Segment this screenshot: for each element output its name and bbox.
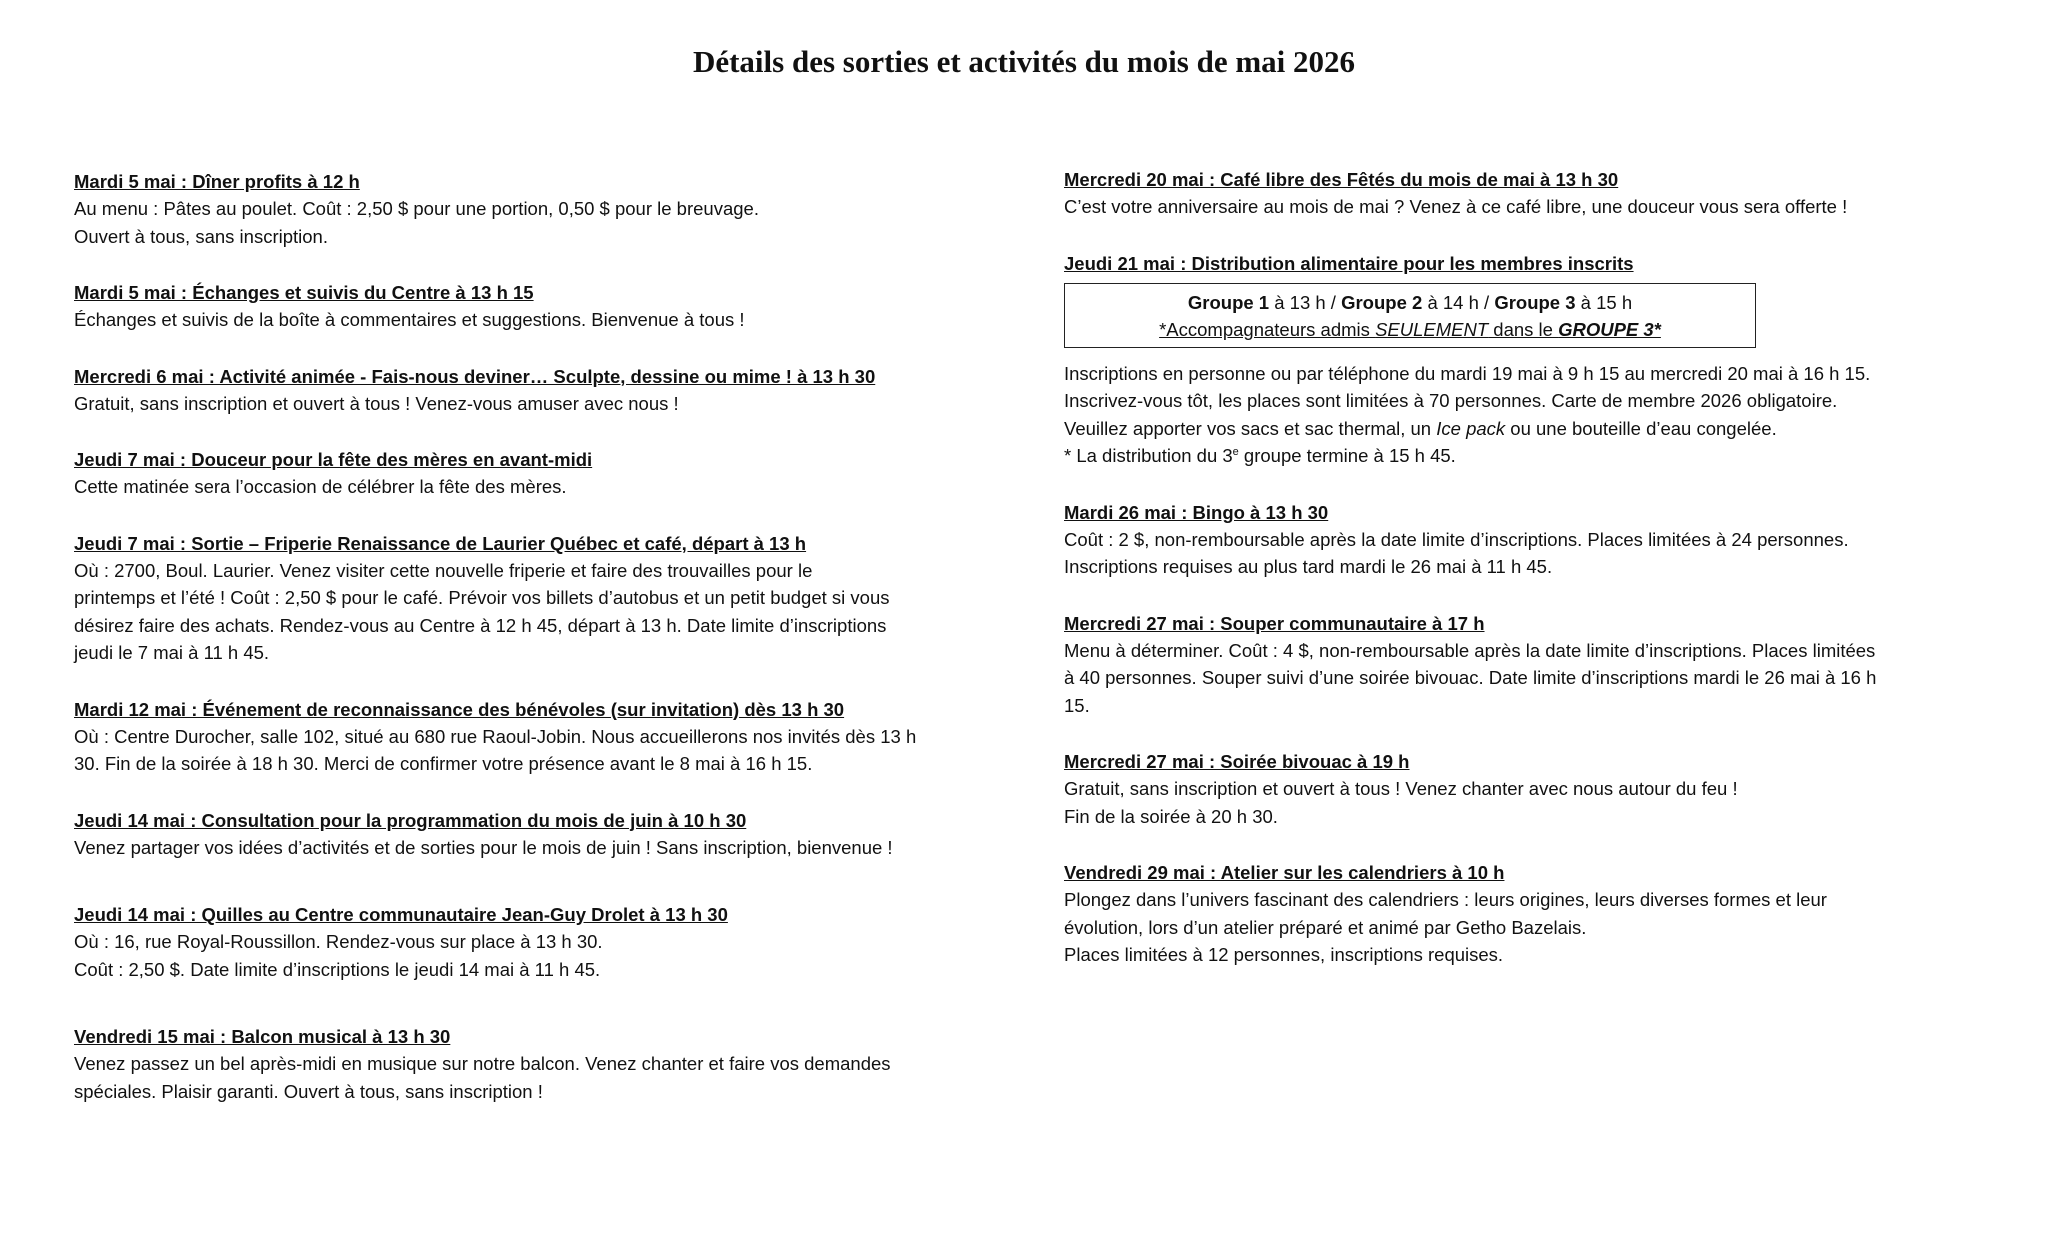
event-line: C’est votre anniversaire au mois de mai ? Venez à ce café libre, une douceur vous sera offerte ! — [1064, 196, 1848, 217]
line-part: Veuillez apporter vos sacs et sac thermal, un — [1064, 417, 1437, 439]
event-distribution — [1064, 250, 1994, 470]
event-line: Venez passez un bel après-midi en musique sur notre balcon. Venez chanter et faire vos demandes — [74, 1053, 891, 1074]
event-heading: Vendredi 29 mai : Atelier sur les calendriers à 10 h — [1064, 862, 1505, 883]
event-line: Gratuit, sans inscription et ouvert à tous ! Venez chanter avec nous autour du feu ! — [1064, 778, 1738, 799]
event-mardi-26-mai — [1064, 499, 1994, 581]
note-group: GROUPE 3* — [1558, 318, 1661, 340]
event-mardi-5-mai — [74, 168, 1014, 250]
event-heading: Mercredi 27 mai : Souper communautaire à 17 h — [1064, 612, 1485, 634]
note-text: *Accompagnateurs admis — [1159, 318, 1376, 340]
event-line: Coût : 2 $, non-remboursable après la date limite d’inscriptions. Places limitées à 24 personnes. — [1064, 528, 1849, 550]
event-heading: Mardi 5 mai : Échanges et suivis du Centre à 13 h 15 — [74, 282, 534, 303]
event-heading: Jeudi 14 mai : Consultation pour la programmation du mois de juin à 10 h 30 — [74, 809, 747, 831]
event-mardi-5-mai — [74, 279, 1014, 334]
event-mercredi-27-mai — [1064, 748, 1994, 830]
event-line: Coût : 2,50 $. Date limite d’inscriptions le jeudi 14 mai à 11 h 45. — [74, 958, 601, 980]
event-heading: Jeudi 21 mai : Distribution alimentaire pour les membres inscrits — [1064, 252, 1634, 274]
note-text: dans le — [1488, 318, 1559, 340]
event-line: Gratuit, sans inscription et ouvert à tous ! Venez-vous amuser avec nous ! — [74, 392, 679, 414]
event-line: jeudi le 7 mai à 11 h 45. — [74, 642, 270, 663]
event-line — [1064, 415, 1994, 443]
event-line: Où : Centre Durocher, salle 102, situé au 680 rue Raoul-Jobin. Nous accueillerons nos invités dès 13 h — [74, 725, 917, 747]
event-vendredi-15-mai — [74, 1023, 1014, 1105]
event-line: 30. Fin de la soirée à 18 h 30. Merci de confirmer votre présence avant le 8 mai à 16 h 15. — [74, 753, 813, 774]
ice-pack-term: Ice pack — [1436, 417, 1506, 439]
event-jeudi-7-mai — [74, 530, 1014, 667]
group-2-time: à 14 h / — [1422, 291, 1495, 313]
event-line: à 40 personnes. Souper suivi d’une soirée bivouac. Date limite d’inscriptions mardi le 26 mai à 16 h — [1064, 667, 1877, 688]
group-3-time: à 15 h — [1575, 291, 1633, 313]
event-heading: Jeudi 7 mai : Sortie – Friperie Renaissance de Laurier Québec et café, départ à 13 h — [74, 532, 807, 554]
event-line — [1064, 442, 1994, 470]
page-title: Détails des sorties et activités du mois de mai 2026 — [692, 44, 1356, 79]
groups-box — [1064, 283, 1756, 348]
event-vendredi-29-mai — [1064, 859, 1994, 969]
event-heading: Mercredi 6 mai : Activité animée - Fais-nous deviner… Sculpte, dessine ou mime ! à 13 h 30 — [74, 365, 876, 387]
event-line: Échanges et suivis de la boîte à commentaires et suggestions. Bienvenue à tous ! — [74, 309, 745, 330]
event-heading: Mardi 26 mai : Bingo à 13 h 30 — [1064, 501, 1329, 523]
event-heading: Mercredi 20 mai : Café libre des Fêtés du mois de mai à 13 h 30 — [1064, 169, 1619, 190]
event-heading: Jeudi 7 mai : Douceur pour la fête des mères en avant-midi — [74, 449, 593, 470]
event-line: Menu à déterminer. Coût : 4 $, non-remboursable après la date limite d’inscriptions. Places limitées — [1064, 639, 1876, 661]
group-1-label: Groupe 1 — [1187, 291, 1270, 313]
event-line: 15. — [1064, 694, 1090, 716]
event-heading: Mercredi 27 mai : Soirée bivouac à 19 h — [1064, 751, 1410, 772]
groups-line — [1065, 289, 1755, 316]
event-heading: Jeudi 14 mai : Quilles au Centre communautaire Jean-Guy Drolet à 13 h 30 — [74, 904, 728, 925]
event-mercredi-27-mai — [1064, 610, 1994, 720]
event-jeudi-7-mai — [74, 446, 1014, 501]
ordinal-suffix: e — [1232, 445, 1239, 458]
event-line: Venez partager vos idées d’activités et de sorties pour le mois de juin ! Sans inscription, bienvenue ! — [74, 836, 893, 858]
event-line: Plongez dans l’univers fascinant des calendriers : leurs origines, leurs diverses formes et leur — [1064, 889, 1827, 910]
event-heading: Mardi 12 mai : Événement de reconnaissance des bénévoles (sur invitation) dès 13 h 30 — [74, 698, 845, 720]
companions-note — [1065, 316, 1755, 343]
event-line: Cette matinée sera l’occasion de célébrer la fête des mères. — [74, 476, 567, 497]
event-line: Inscrivez-vous tôt, les places sont limitées à 70 personnes. Carte de membre 2026 obligatoire. — [1064, 390, 1838, 411]
group-1-time: à 13 h / — [1269, 291, 1342, 313]
event-line: Au menu : Pâtes au poulet. Coût : 2,50 $ pour une portion, 0,50 $ pour le breuvage. — [74, 198, 759, 219]
event-mercredi-6-mai — [74, 363, 1014, 418]
event-heading: Mardi 5 mai : Dîner profits à 12 h — [74, 171, 360, 192]
left-column — [74, 168, 1014, 1105]
line-part: ou une bouteille d’eau congelée. — [1505, 417, 1777, 439]
event-heading: Vendredi 15 mai : Balcon musical à 13 h 30 — [74, 1026, 451, 1047]
event-line: Inscriptions requises au plus tard mardi le 26 mai à 11 h 45. — [1064, 556, 1553, 577]
event-line: printemps et l’été ! Coût : 2,50 $ pour le café. Prévoir vos billets d’autobus et un petit budget si vous — [74, 587, 890, 608]
event-line: Où : 2700, Boul. Laurier. Venez visiter cette nouvelle friperie et faire des trouvailles pour le — [74, 559, 813, 581]
line-part: groupe termine à 15 h 45. — [1238, 445, 1456, 466]
right-column — [1064, 166, 1994, 969]
line-part: * La distribution du 3 — [1064, 445, 1233, 466]
event-line: Ouvert à tous, sans inscription. — [74, 225, 328, 247]
event-line: Places limitées à 12 personnes, inscriptions requises. — [1064, 944, 1504, 965]
group-2-label: Groupe 2 — [1341, 291, 1423, 313]
event-jeudi-14-mai — [74, 901, 1014, 983]
note-emphasis: SEULEMENT — [1375, 318, 1489, 340]
event-line: évolution, lors d’un atelier préparé et animé par Getho Bazelais. — [1064, 916, 1587, 938]
event-line: Où : 16, rue Royal-Roussillon. Rendez-vous sur place à 13 h 30. — [74, 931, 603, 952]
event-line: Fin de la soirée à 20 h 30. — [1064, 805, 1278, 827]
event-cafe-libre — [1064, 166, 1994, 221]
event-line: désirez faire des achats. Rendez-vous au Centre à 12 h 45, départ à 13 h. Date limite d’inscriptions — [74, 614, 887, 636]
event-line: spéciales. Plaisir garanti. Ouvert à tous, sans inscription ! — [74, 1080, 543, 1102]
group-3-label: Groupe 3 — [1494, 291, 1576, 313]
event-mardi-12-mai — [74, 696, 1014, 778]
event-line: Inscriptions en personne ou par téléphone du mardi 19 mai à 9 h 15 au mercredi 20 mai à 16 h 15. — [1064, 362, 1871, 384]
event-jeudi-14-mai — [74, 807, 1014, 862]
